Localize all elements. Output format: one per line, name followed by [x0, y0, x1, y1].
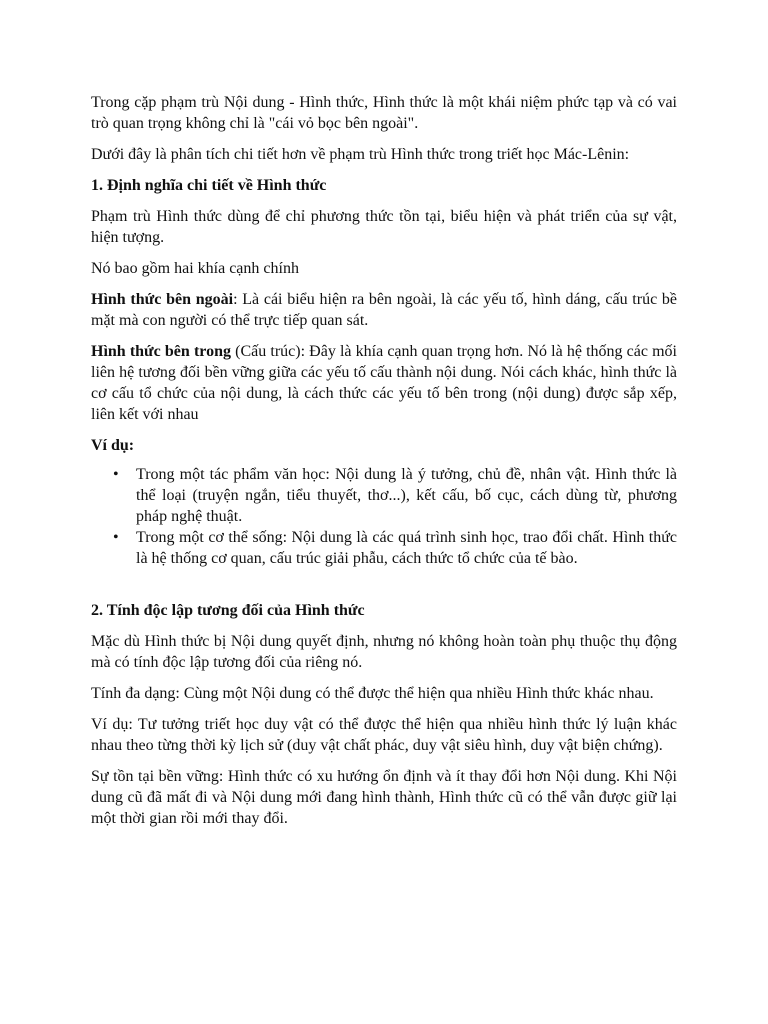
inner-form-text: (Cấu trúc): Đây là khía cạnh quan trọng hơn. Nó là hệ thống các mối liên hệ tương đối bền vững giữa các yếu tố cấu thành nội dung. Nói cách khác, hình thức là cơ cấu tổ chức của nội dung, là cách thức các yếu tố bên trong (nội dung) được sắp xếp, liên kết với nhau	[91, 343, 677, 423]
definition-paragraph: Phạm trù Hình thức dùng để chỉ phương thức tồn tại, biểu hiện và phát triển của sự vật, hiện tượng.	[91, 208, 677, 246]
list-item	[113, 527, 677, 569]
section-2-paragraph-3: Ví dụ: Tư tưởng triết học duy vật có thể được thể hiện qua nhiều hình thức lý luận khác nhau theo từng thời kỳ lịch sử (duy vật chất phác, duy vật siêu hình, duy vật biện chứng).	[91, 716, 677, 754]
outer-form-text: : Là cái biểu hiện ra bên ngoài, là các yếu tố, hình dáng, cấu trúc bề mặt mà con người có thể trực tiếp quan sát.	[91, 291, 678, 329]
list-item-text: Trong một tác phẩm văn học: Nội dung là ý tưởng, chủ đề, nhân vật. Hình thức là thể loại (truyện ngắn, tiểu thuyết, thơ...), kết cấu, bố cục, cách dùng từ, phương pháp nghệ thuật.	[136, 466, 677, 525]
section-2-paragraph-2: Tính đa dạng: Cùng một Nội dung có thể được thể hiện qua nhiều Hình thức khác nhau.	[91, 685, 654, 702]
examples-list	[91, 464, 677, 569]
list-item-text: Trong một cơ thể sống: Nội dung là các quá trình sinh học, trao đổi chất. Hình thức là hệ thống cơ quan, cấu trúc giải phẫu, cách thức tổ chức của tế bào.	[136, 529, 677, 567]
section-2-paragraph-4: Sự tồn tại bền vững: Hình thức có xu hướng ổn định và ít thay đổi hơn Nội dung. Khi Nội dung cũ đã mất đi và Nội dung mới đang hình thành, Hình thức cũ có thể vẫn được giữ lại một thời gian rồi mới thay đổi.	[91, 768, 677, 827]
section-1-heading: 1. Định nghĩa chi tiết về Hình thức	[91, 177, 327, 194]
intro-paragraph-1: Trong cặp phạm trù Nội dung - Hình thức, Hình thức là một khái niệm phức tạp và có vai trò quan trọng không chỉ là "cái vỏ bọc bên ngoài".	[91, 94, 677, 132]
section-2-paragraph-1: Mặc dù Hình thức bị Nội dung quyết định, nhưng nó không hoàn toàn phụ thuộc thụ động mà có tính độc lập tương đối của riêng nó.	[91, 633, 677, 671]
document-page	[91, 92, 677, 839]
aspects-intro-paragraph: Nó bao gồm hai khía cạnh chính	[91, 260, 299, 277]
intro-paragraph-2: Dưới đây là phân tích chi tiết hơn về phạm trù Hình thức trong triết học Mác-Lênin:	[91, 146, 630, 163]
section-2-heading: 2. Tính độc lập tương đối của Hình thức	[91, 602, 365, 619]
outer-form-label: Hình thức bên ngoài	[91, 291, 234, 308]
list-item	[113, 464, 677, 527]
bullet-icon: •	[113, 466, 119, 483]
inner-form-label: Hình thức bên trong	[91, 343, 231, 360]
bullet-icon: •	[113, 529, 119, 546]
examples-label: Ví dụ:	[91, 437, 135, 454]
section-spacer	[91, 569, 677, 600]
inner-form-paragraph	[91, 341, 677, 425]
outer-form-paragraph	[91, 289, 677, 331]
